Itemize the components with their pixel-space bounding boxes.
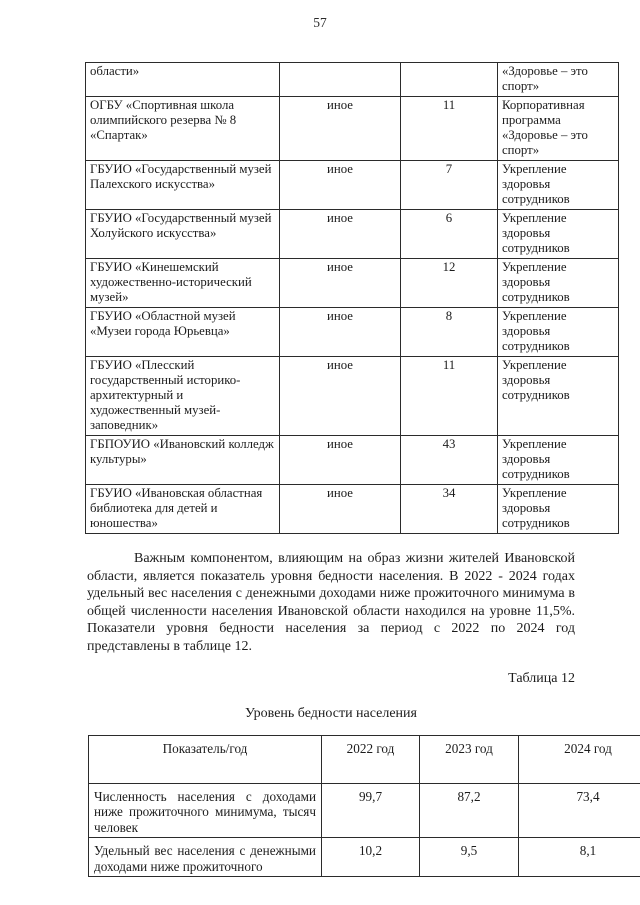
org-program-cell: Укрепление здоровья сотрудников	[498, 357, 619, 436]
org-program-cell: Укрепление здоровья сотрудников	[498, 308, 619, 357]
org-program-cell: Укрепление здоровья сотрудников	[498, 210, 619, 259]
org-count-cell: 7	[401, 161, 498, 210]
table-row	[89, 838, 640, 877]
table-row	[86, 259, 619, 308]
org-count-cell: 34	[401, 485, 498, 534]
table-row	[86, 161, 619, 210]
table-row	[86, 436, 619, 485]
org-name-cell: области»	[86, 63, 280, 97]
table-row	[86, 308, 619, 357]
org-program-cell: Укрепление здоровья сотрудников	[498, 161, 619, 210]
org-type-cell	[280, 63, 401, 97]
value-2024-cell: 8,1	[519, 838, 640, 877]
org-type-cell: иное	[280, 357, 401, 436]
header-indicator: Показатель/год	[89, 735, 322, 783]
header-2022: 2022 год	[322, 735, 420, 783]
value-2022-cell: 10,2	[322, 838, 420, 877]
table-row	[86, 357, 619, 436]
org-count-cell: 8	[401, 308, 498, 357]
org-count-cell	[401, 63, 498, 97]
header-2024: 2024 год	[519, 735, 640, 783]
org-type-cell: иное	[280, 161, 401, 210]
org-type-cell: иное	[280, 210, 401, 259]
org-program-cell: Укрепление здоровья сотрудников	[498, 436, 619, 485]
org-name-cell: ОГБУ «Спортивная школа олимпийского резерва № 8 «Спартак»	[86, 97, 280, 161]
value-2024-cell: 73,4	[519, 783, 640, 838]
org-name-cell: ГБУИО «Ивановская областная библиотека для детей и юношества»	[86, 485, 280, 534]
table-row	[86, 97, 619, 161]
body-paragraph: Важным компонентом, влияющим на образ жизни жителей Ивановской области, является показатель уровня бедности населения. В 2022 - 2024 годах удельный вес населения с денежными доходами ниже прожиточного минимума в общей численности населения Ивановской области находился на уровне 11,5%. Показатели уровня бедности населения за период с 2022 по 2024 год представлены в таблице 12.	[87, 551, 575, 654]
page-number: 57	[313, 15, 327, 30]
org-program-cell: Укрепление здоровья сотрудников	[498, 259, 619, 308]
value-2023-cell: 9,5	[420, 838, 519, 877]
indicator-cell: Удельный вес населения с денежными доходами ниже прожиточного	[89, 838, 322, 877]
org-program-cell: Укрепление здоровья сотрудников	[498, 485, 619, 534]
table-row	[86, 210, 619, 259]
org-program-cell: Корпоративная программа «Здоровье – это спорт»	[498, 97, 619, 161]
indicator-cell: Численность населения с доходами ниже прожиточного минимума, тысяч человек	[89, 783, 322, 838]
org-type-cell: иное	[280, 308, 401, 357]
org-count-cell: 11	[401, 97, 498, 161]
org-count-cell: 6	[401, 210, 498, 259]
poverty-level-table	[88, 735, 640, 878]
org-name-cell: ГБПОУИО «Ивановский колледж культуры»	[86, 436, 280, 485]
org-type-cell: иное	[280, 436, 401, 485]
org-count-cell: 11	[401, 357, 498, 436]
table-row	[86, 485, 619, 534]
org-name-cell: ГБУИО «Государственный музей Палехского искусства»	[86, 161, 280, 210]
org-program-cell: «Здоровье – это спорт»	[498, 63, 619, 97]
org-name-cell: ГБУИО «Кинешемский художественно-исторический музей»	[86, 259, 280, 308]
org-name-cell: ГБУИО «Плесский государственный историко-архитектурный и художественный музей-заповедник»	[86, 357, 280, 436]
org-count-cell: 12	[401, 259, 498, 308]
value-2022-cell: 99,7	[322, 783, 420, 838]
org-type-cell: иное	[280, 485, 401, 534]
org-type-cell: иное	[280, 259, 401, 308]
org-name-cell: ГБУИО «Областной музей «Музеи города Юрьевца»	[86, 308, 280, 357]
table-header-row	[89, 735, 640, 783]
header-2023: 2023 год	[420, 735, 519, 783]
value-2023-cell: 87,2	[420, 783, 519, 838]
table-12-title: Уровень бедности населения	[245, 705, 417, 721]
org-count-cell: 43	[401, 436, 498, 485]
org-name-cell: ГБУИО «Государственный музей Холуйского искусства»	[86, 210, 280, 259]
table-row	[86, 63, 619, 97]
org-health-programs-table	[85, 62, 619, 534]
org-type-cell: иное	[280, 97, 401, 161]
table-12-caption: Таблица 12	[508, 670, 575, 686]
table-row	[89, 783, 640, 838]
